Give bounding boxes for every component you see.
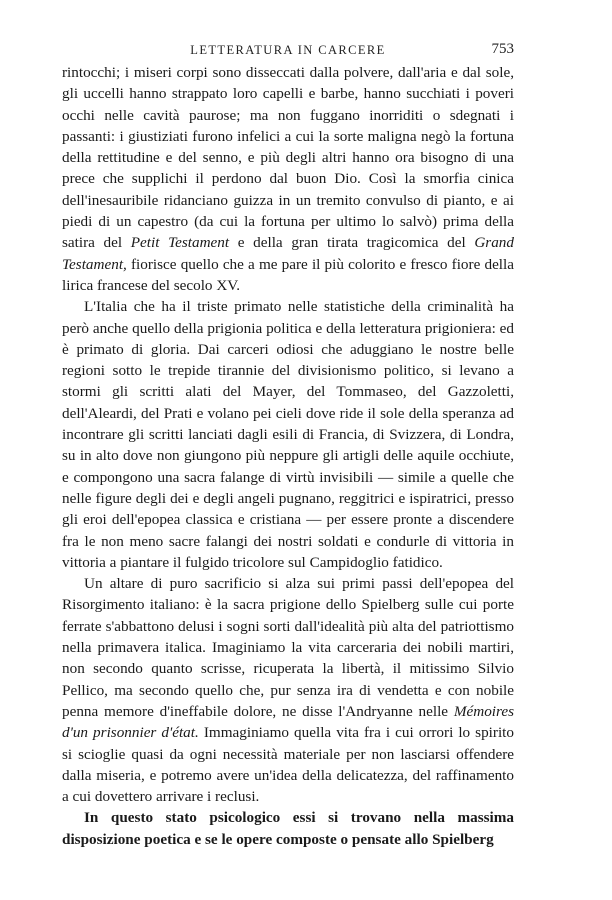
title-grand-testament: Grand Testament, [62,234,514,273]
title-petit-testament: Petit Testament [130,234,230,252]
paragraph-4: In questo stato psicologico essi si trovano nella massima disposizione poetica e se le opere composte o pensate allo Spielberg [62,809,514,848]
title-memoires: Mémoires d'un prisonnier d'état. [62,702,514,742]
running-head [62,43,514,61]
paragraph-1 [62,62,514,296]
paragraph-3-text-b: Immaginiamo quella vita fra i cui orrori lo spirito si scioglie quasi da ogni necessità materiale per non lasciarsi offendere dalla miseria, e potremo avere un'idea della delicatezza, del raffinamento a cui dovettero arrivare i reclusi. [62,724,514,806]
page-number: 753 [491,41,514,57]
running-title: LETTERATURA IN CARCERE [190,43,386,57]
paragraph-3-text-a: Un altare di puro sacrificio si alza sui primi passi dell'epopea del Risorgimento italiano: è la sacra prigione dello Spielberg sulle cui porte ferrate s'abbattono delusi i sogni sorti dall'idealità più alta del patriottismo nella primavera italica. Imaginiamo la vita carceraria dei nobili martiri, non secondo quanto scrisse, ricuperata la libertà, il mitissimo Silvio Pellico, ma secondo quello che, pur senza ira di vendetta e con nobile penna memore d'ineffabile dolore, ne disse l'Andryanne nelle [62,575,514,720]
body-text [62,62,514,850]
paragraph-3 [62,573,514,807]
paragraph-2: L'Italia che ha il triste primato nelle statistiche della criminalità ha però anche quello della prigionia politica e della letteratura prigioniera: ed è primato di gloria. Dai carceri odiosi che aduggiano le nostre belle regioni sotto le trepide tirannie del divisionismo politico, si levano a stormi gli scritti alati del Mayer, del Tommaseo, del Gazzoletti, dell'Aleardi, del Prati e volano pei cieli dove ride il sole della speranza ad incontrare gli scritti lanciati dagli esili di Francia, di Svizzera, di Londra, su in alto dove non giungono più neppure gli artigli delle aquile occhiute, e compongono una sacra falange di virtù invisibili — simile a quelle che nelle figure degli dei e degli angeli pugnano, reggitrici e ispiratrici, presso gli eroi dell'epopea classica e cristiana — per essere pronte a discendere fra le non meno sacre falangi dei nostri soldati e condurle di vittoria in vittoria a piantare il fulgido tricolore sul Campidoglio fatidico. [62,298,514,571]
paragraph-1-text-a: rintocchi; i miseri corpi sono disseccati dalla polvere, dall'aria e dal sole, gli uccelli hanno strappato loro capelli e barbe, hanno succhiati i poveri occhi nelle cavità paurose; ma non fuggano inorriditi o sdegnati i passanti: i giustiziati furono infelici a cui la sorte maligna negò la fortuna della rettitudine e del senno, e più degli altri hanno ora bisogno di una prece che supplichi il perdono dal buon Dio. Così la smorfia cinica dell'inesauribile ridanciano guizza in un tremito convulso di pianto, e ai piedi di un capestro (da cui la fortuna per ultimo lo salvò) prima della satira del [62,64,514,252]
paragraph-1-text-c: fiorisce quello che a me pare il più colorito e fresco fiore della lirica francese del secolo XV. [62,255,514,294]
paragraph-1-text-b: e della gran tirata tragicomica del [229,234,475,252]
